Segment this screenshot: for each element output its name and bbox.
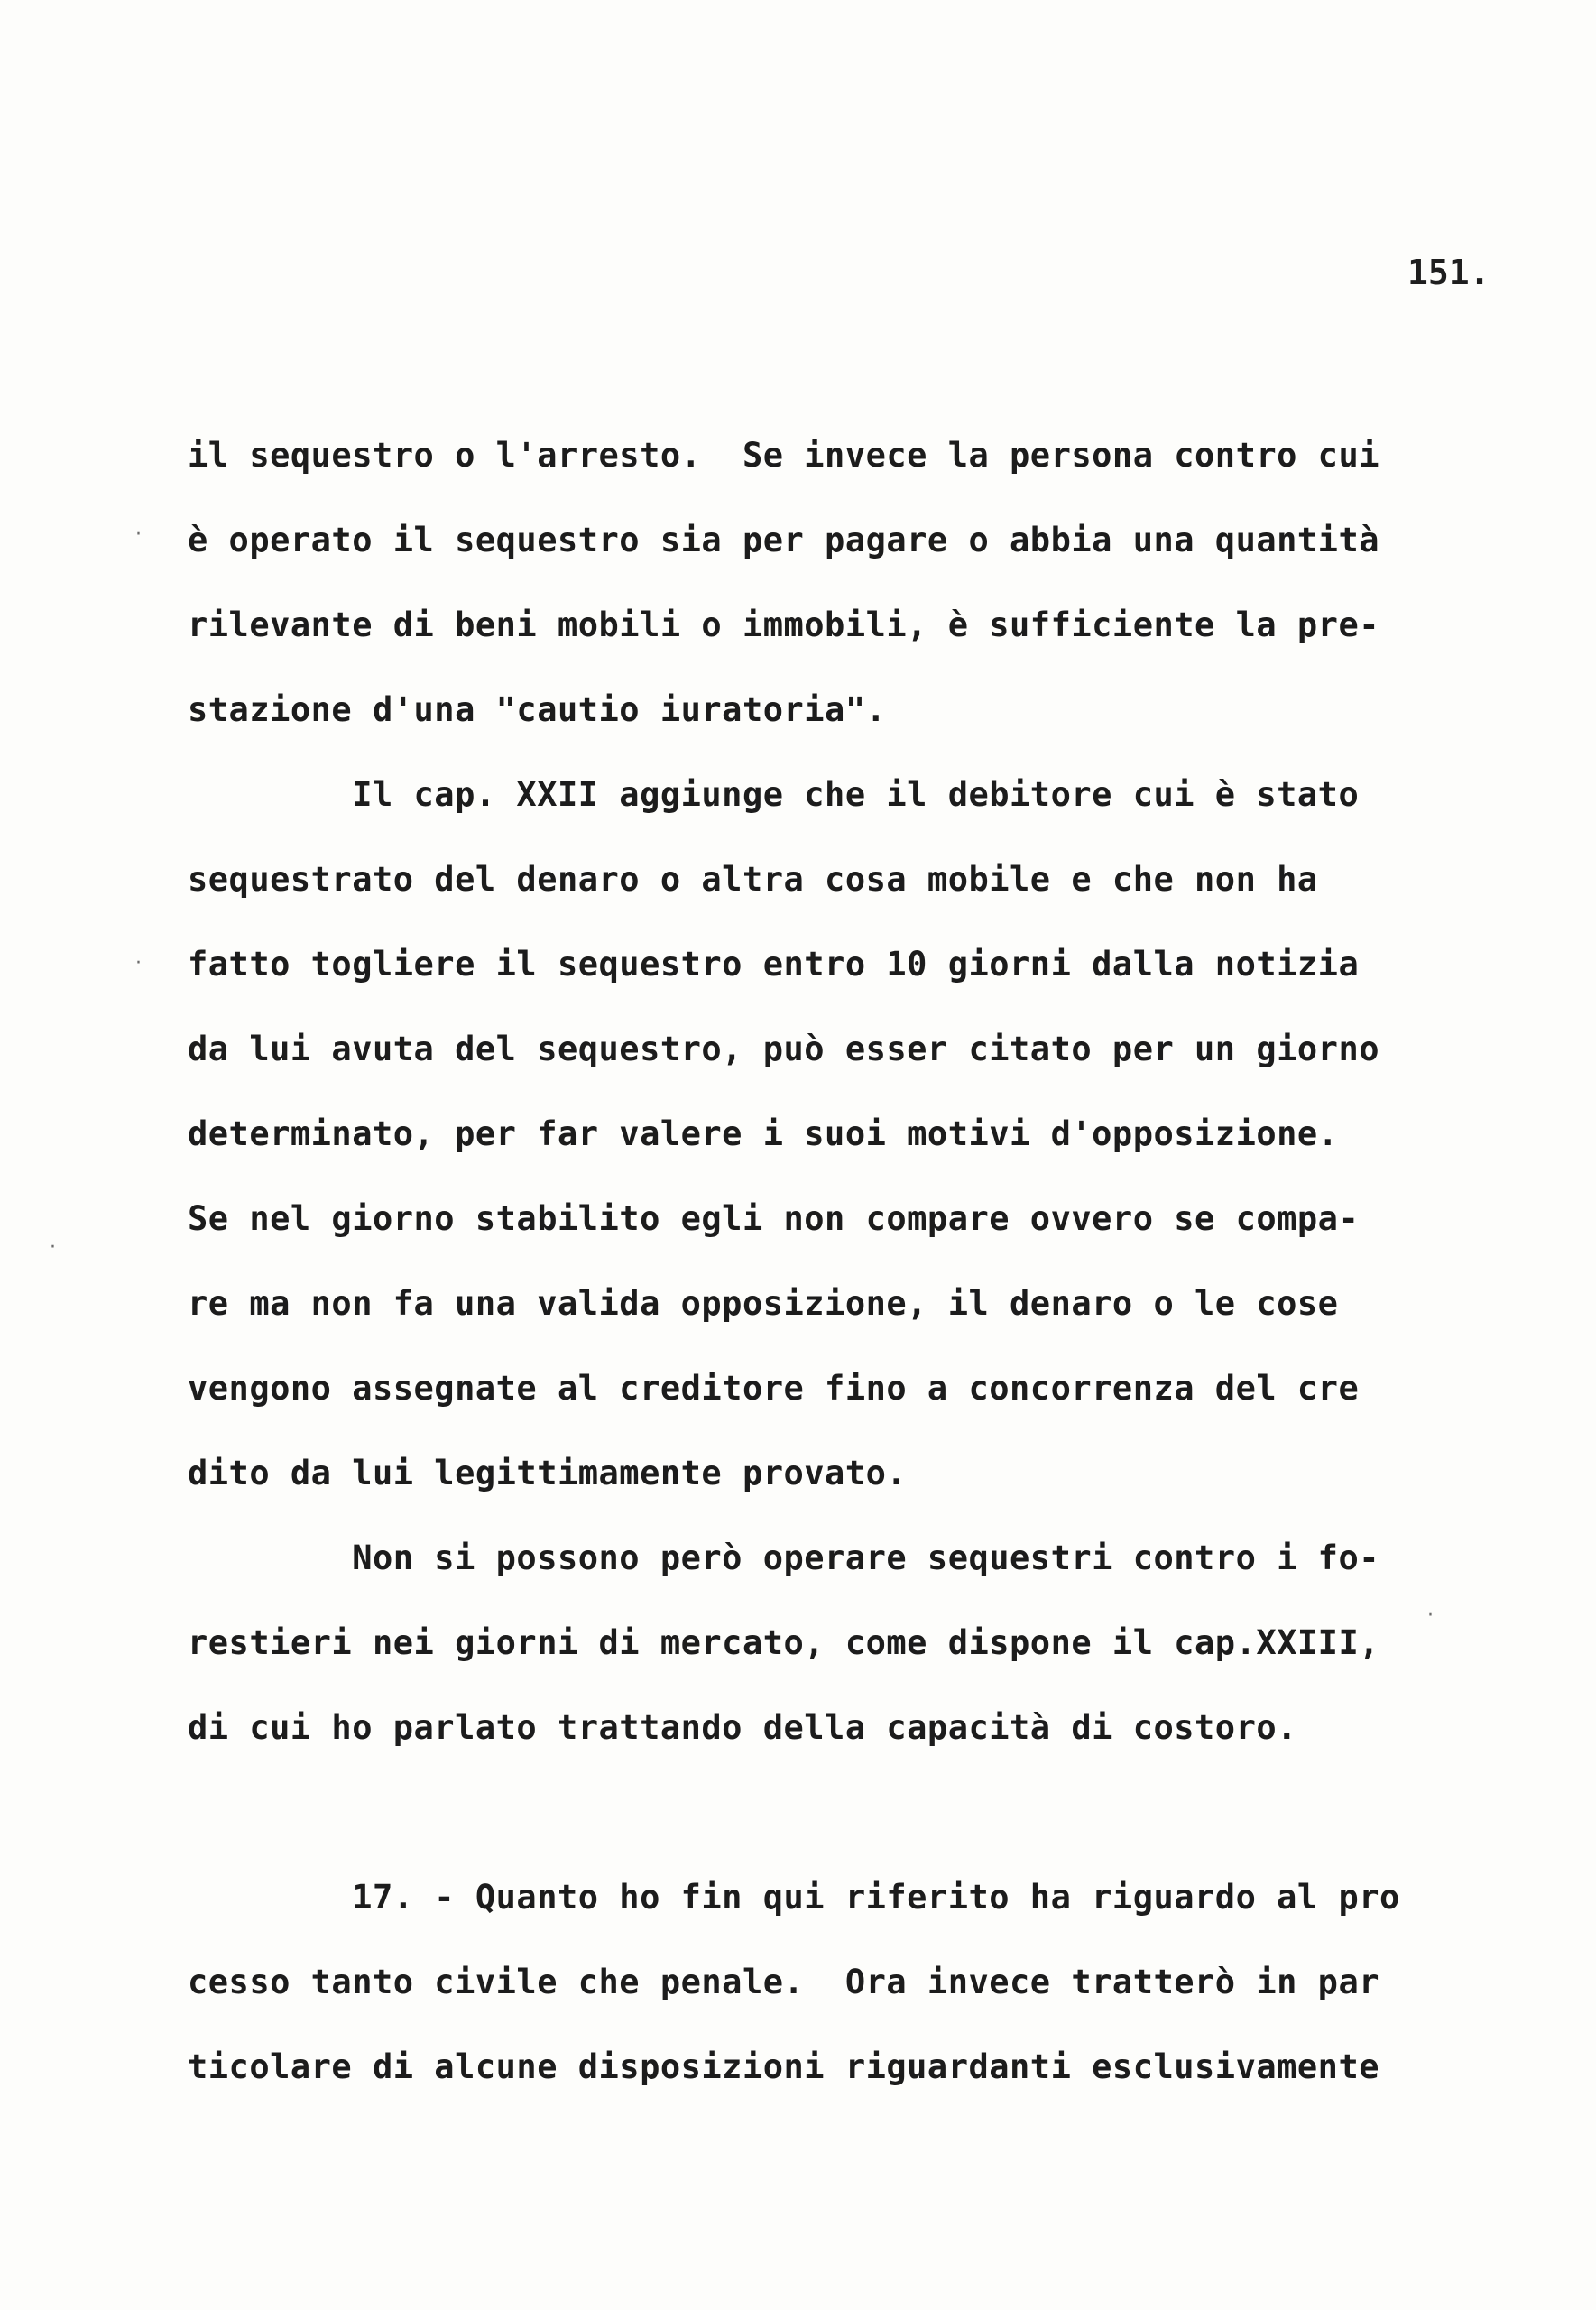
text-line: ticolare di alcune disposizioni riguardanti esclusivamente: [188, 2047, 1380, 2086]
margin-mark: ·: [135, 952, 142, 975]
text-line: dito da lui legittimamente provato.: [188, 1454, 908, 1492]
text-line: cesso tanto civile che penale. Ora invece tratterò in par: [188, 1963, 1380, 2001]
text-line: il sequestro o l'arresto. Se invece la persona contro cui: [188, 436, 1380, 475]
text-line: vengono assegnate al creditore fino a concorrenza del cre: [188, 1369, 1360, 1408]
text-line: 17. - Quanto ho fin qui riferito ha riguardo al pro: [188, 1878, 1400, 1917]
text-line: rilevante di beni mobili o immobili, è sufficiente la pre-: [188, 605, 1380, 644]
text-line: Se nel giorno stabilito egli non compare ovvero se compa-: [188, 1199, 1360, 1238]
text-line: stazione d'una "cautio iuratoria".: [188, 690, 887, 729]
text-line: Non si possono però operare sequestri contro i fo-: [188, 1538, 1380, 1577]
margin-mark: ·: [50, 1236, 56, 1259]
margin-mark: ·: [135, 523, 142, 546]
text-line: sequestrato del denaro o altra cosa mobile e che non ha: [188, 860, 1318, 899]
page-number: 151.: [1407, 253, 1490, 292]
text-line: determinato, per far valere i suoi motivi d'opposizione.: [188, 1114, 1339, 1153]
text-line: fatto togliere il sequestro entro 10 giorni dalla notizia: [188, 945, 1360, 984]
text-line: è operato il sequestro sia per pagare o abbia una quantità: [188, 521, 1380, 559]
text-line: restieri nei giorni di mercato, come dispone il cap.XXIII,: [188, 1623, 1380, 1662]
text-line: re ma non fa una valida opposizione, il denaro o le cose: [188, 1284, 1339, 1323]
text-line: di cui ho parlato trattando della capacità di costoro.: [188, 1708, 1297, 1747]
margin-mark: ·: [1427, 1604, 1434, 1627]
text-line: da lui avuta del sequestro, può esser citato per un giorno: [188, 1030, 1380, 1068]
body-text: [188, 430, 1469, 2126]
text-line: Il cap. XXII aggiunge che il debitore cui è stato: [188, 775, 1360, 814]
